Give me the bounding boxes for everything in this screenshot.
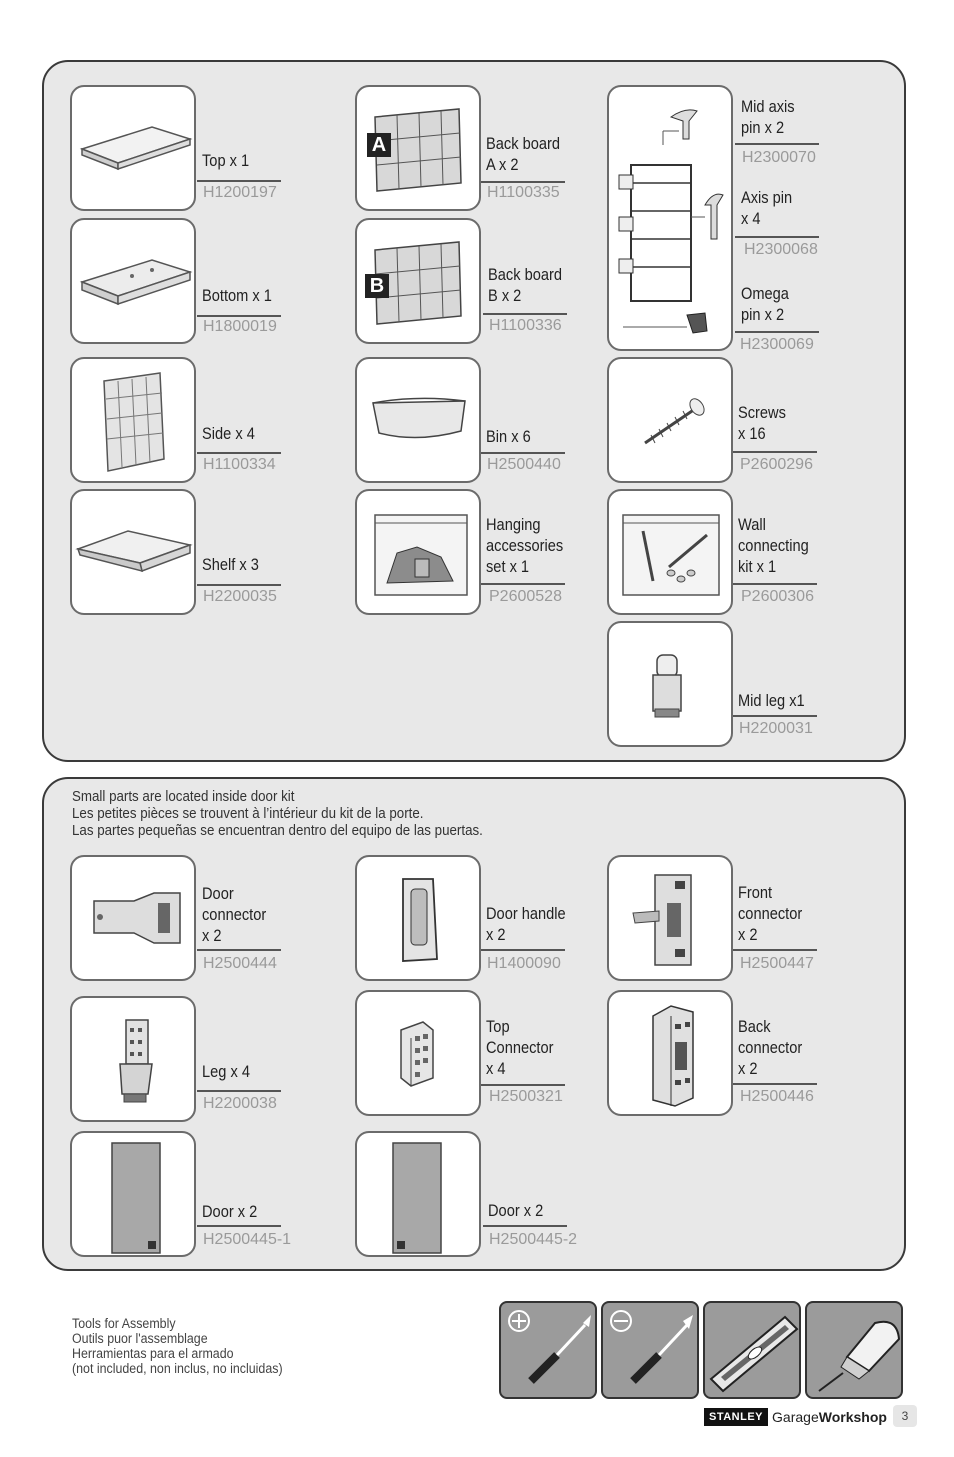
divider [481,181,565,183]
part-code: H2500444 [203,955,277,972]
divider [481,949,565,951]
shelf-illustration [72,491,194,613]
part-label: Door handle x 2 [486,904,566,944]
part-label: Mid leg x1 [738,691,805,710]
part-card-door-connector [70,855,196,981]
part-card-bottom [70,218,196,344]
part-code: H1100336 [489,317,562,334]
divider [481,1084,565,1086]
accessory-bag-illustration [357,491,479,613]
part-card-door-1 [70,1131,196,1257]
front-connector-illustration [609,857,731,979]
part-label: Axis pin x 4 [741,188,793,228]
part-code: P2600528 [489,588,562,605]
bottom-panel-illustration [72,220,194,342]
part-label: Door x 2 [202,1202,258,1221]
part-code: H2200035 [203,588,277,605]
part-label: Bin x 6 [486,427,531,446]
part-code: H1200197 [203,184,277,201]
part-card-wall-kit [607,489,733,615]
part-label: Side x 4 [202,424,255,443]
divider [735,143,819,145]
part-card-back-board-b [355,218,481,344]
part-label: Shelf x 3 [202,555,259,574]
side-panel-illustration [72,359,194,481]
small-parts-note-en: Small parts are located inside door kit [72,789,295,805]
part-code: H2300070 [742,149,816,166]
part-label: Door x 2 [488,1201,544,1220]
divider [197,180,281,182]
part-label: Wall connecting kit x 1 [738,515,809,576]
part-card-back-connector [607,990,733,1116]
small-parts-note-es: Las partes pequeñas se encuentran dentro del equipo de las puertas. [72,823,483,839]
bin-illustration [357,359,479,481]
part-code: H2500445-1 [203,1231,292,1248]
part-code: H2200031 [739,720,813,737]
part-code: H1100335 [487,184,560,201]
part-code: P2600296 [740,456,813,473]
small-parts-note-fr: Les petites pièces se trouvent à l’intérieur du kit de la porte. [72,806,424,822]
top-panel-illustration [72,87,194,209]
part-code: H2300069 [740,336,814,353]
divider [197,1225,281,1227]
divider [735,331,819,333]
part-label: Bottom x 1 [202,286,272,305]
board-badge: B [369,275,385,297]
part-label: Omega pin x 2 [741,284,789,324]
divider [483,313,567,315]
part-code: P2600306 [741,588,814,605]
part-card-leg [70,996,196,1122]
top-connector-illustration [357,992,479,1114]
divider [197,315,281,317]
product-line: GarageWorkshop [772,1409,887,1425]
part-label: Leg x 4 [202,1062,250,1081]
part-card-bin [355,357,481,483]
divider [733,949,817,951]
divider [483,1225,567,1227]
door-connector-illustration [72,857,194,979]
page-number: 3 [893,1405,917,1427]
mid-leg-illustration [609,623,731,745]
divider [197,949,281,951]
part-label: Door connector x 2 [202,884,267,945]
drill-icon [805,1301,903,1399]
flathead-screwdriver-icon [601,1301,699,1399]
part-card-top-connector [355,990,481,1116]
part-code: H2200038 [203,1095,277,1112]
door-handle-illustration [357,857,479,979]
back-connector-illustration [609,992,731,1114]
part-card-shelf [70,489,196,615]
divider [733,1083,817,1085]
board-badge: A [371,134,387,156]
phillips-screwdriver-icon [499,1301,597,1399]
divider [735,236,819,238]
door-illustration [357,1133,479,1255]
part-label: Top Connector x 4 [486,1017,554,1078]
pins-sprue-illustration [609,87,731,349]
wall-kit-bag-illustration [609,491,731,613]
part-card-pins [607,85,733,351]
part-label: Hanging accessories set x 1 [486,515,564,576]
part-label: Top x 1 [202,151,250,170]
part-card-front-connector [607,855,733,981]
part-code: H2300068 [744,241,818,258]
part-code: H1400090 [487,955,561,972]
part-card-hanging-accessories [355,489,481,615]
part-label: Back board A x 2 [486,134,560,174]
part-card-side [70,357,196,483]
leg-illustration [72,998,194,1120]
part-card-door-2 [355,1131,481,1257]
part-card-door-handle [355,855,481,981]
part-code: H2500321 [489,1088,563,1105]
divider [481,583,565,585]
divider [197,1090,281,1092]
divider [197,584,281,586]
door-illustration [72,1133,194,1255]
part-label: Mid axis pin x 2 [741,97,795,137]
part-card-screws [607,357,733,483]
part-code: H2500445-2 [489,1231,578,1248]
part-card-back-board-a [355,85,481,211]
divider [197,452,281,454]
stanley-logo: STANLEY [704,1408,768,1426]
part-code: H2500440 [487,456,561,473]
part-card-mid-leg [607,621,733,747]
level-icon [703,1301,801,1399]
divider [733,451,817,453]
part-code: H2500447 [740,955,814,972]
screw-illustration [609,359,731,481]
divider [733,583,817,585]
part-label: Back connector x 2 [738,1017,803,1078]
divider [733,715,817,717]
part-label: Back board B x 2 [488,265,562,305]
divider [481,452,565,454]
tools-note: Tools for Assembly Outils puor l'assemblage Herramientas para el armado (not included, non inclus, no incluidas) [72,1316,283,1376]
part-label: Screws x 16 [738,403,786,443]
brand-footer [704,1407,887,1427]
part-card-top [70,85,196,211]
part-code: H1800019 [203,318,277,335]
part-label: Front connector x 2 [738,883,803,944]
part-code: H2500446 [740,1088,814,1105]
part-code: H1100334 [203,456,276,473]
